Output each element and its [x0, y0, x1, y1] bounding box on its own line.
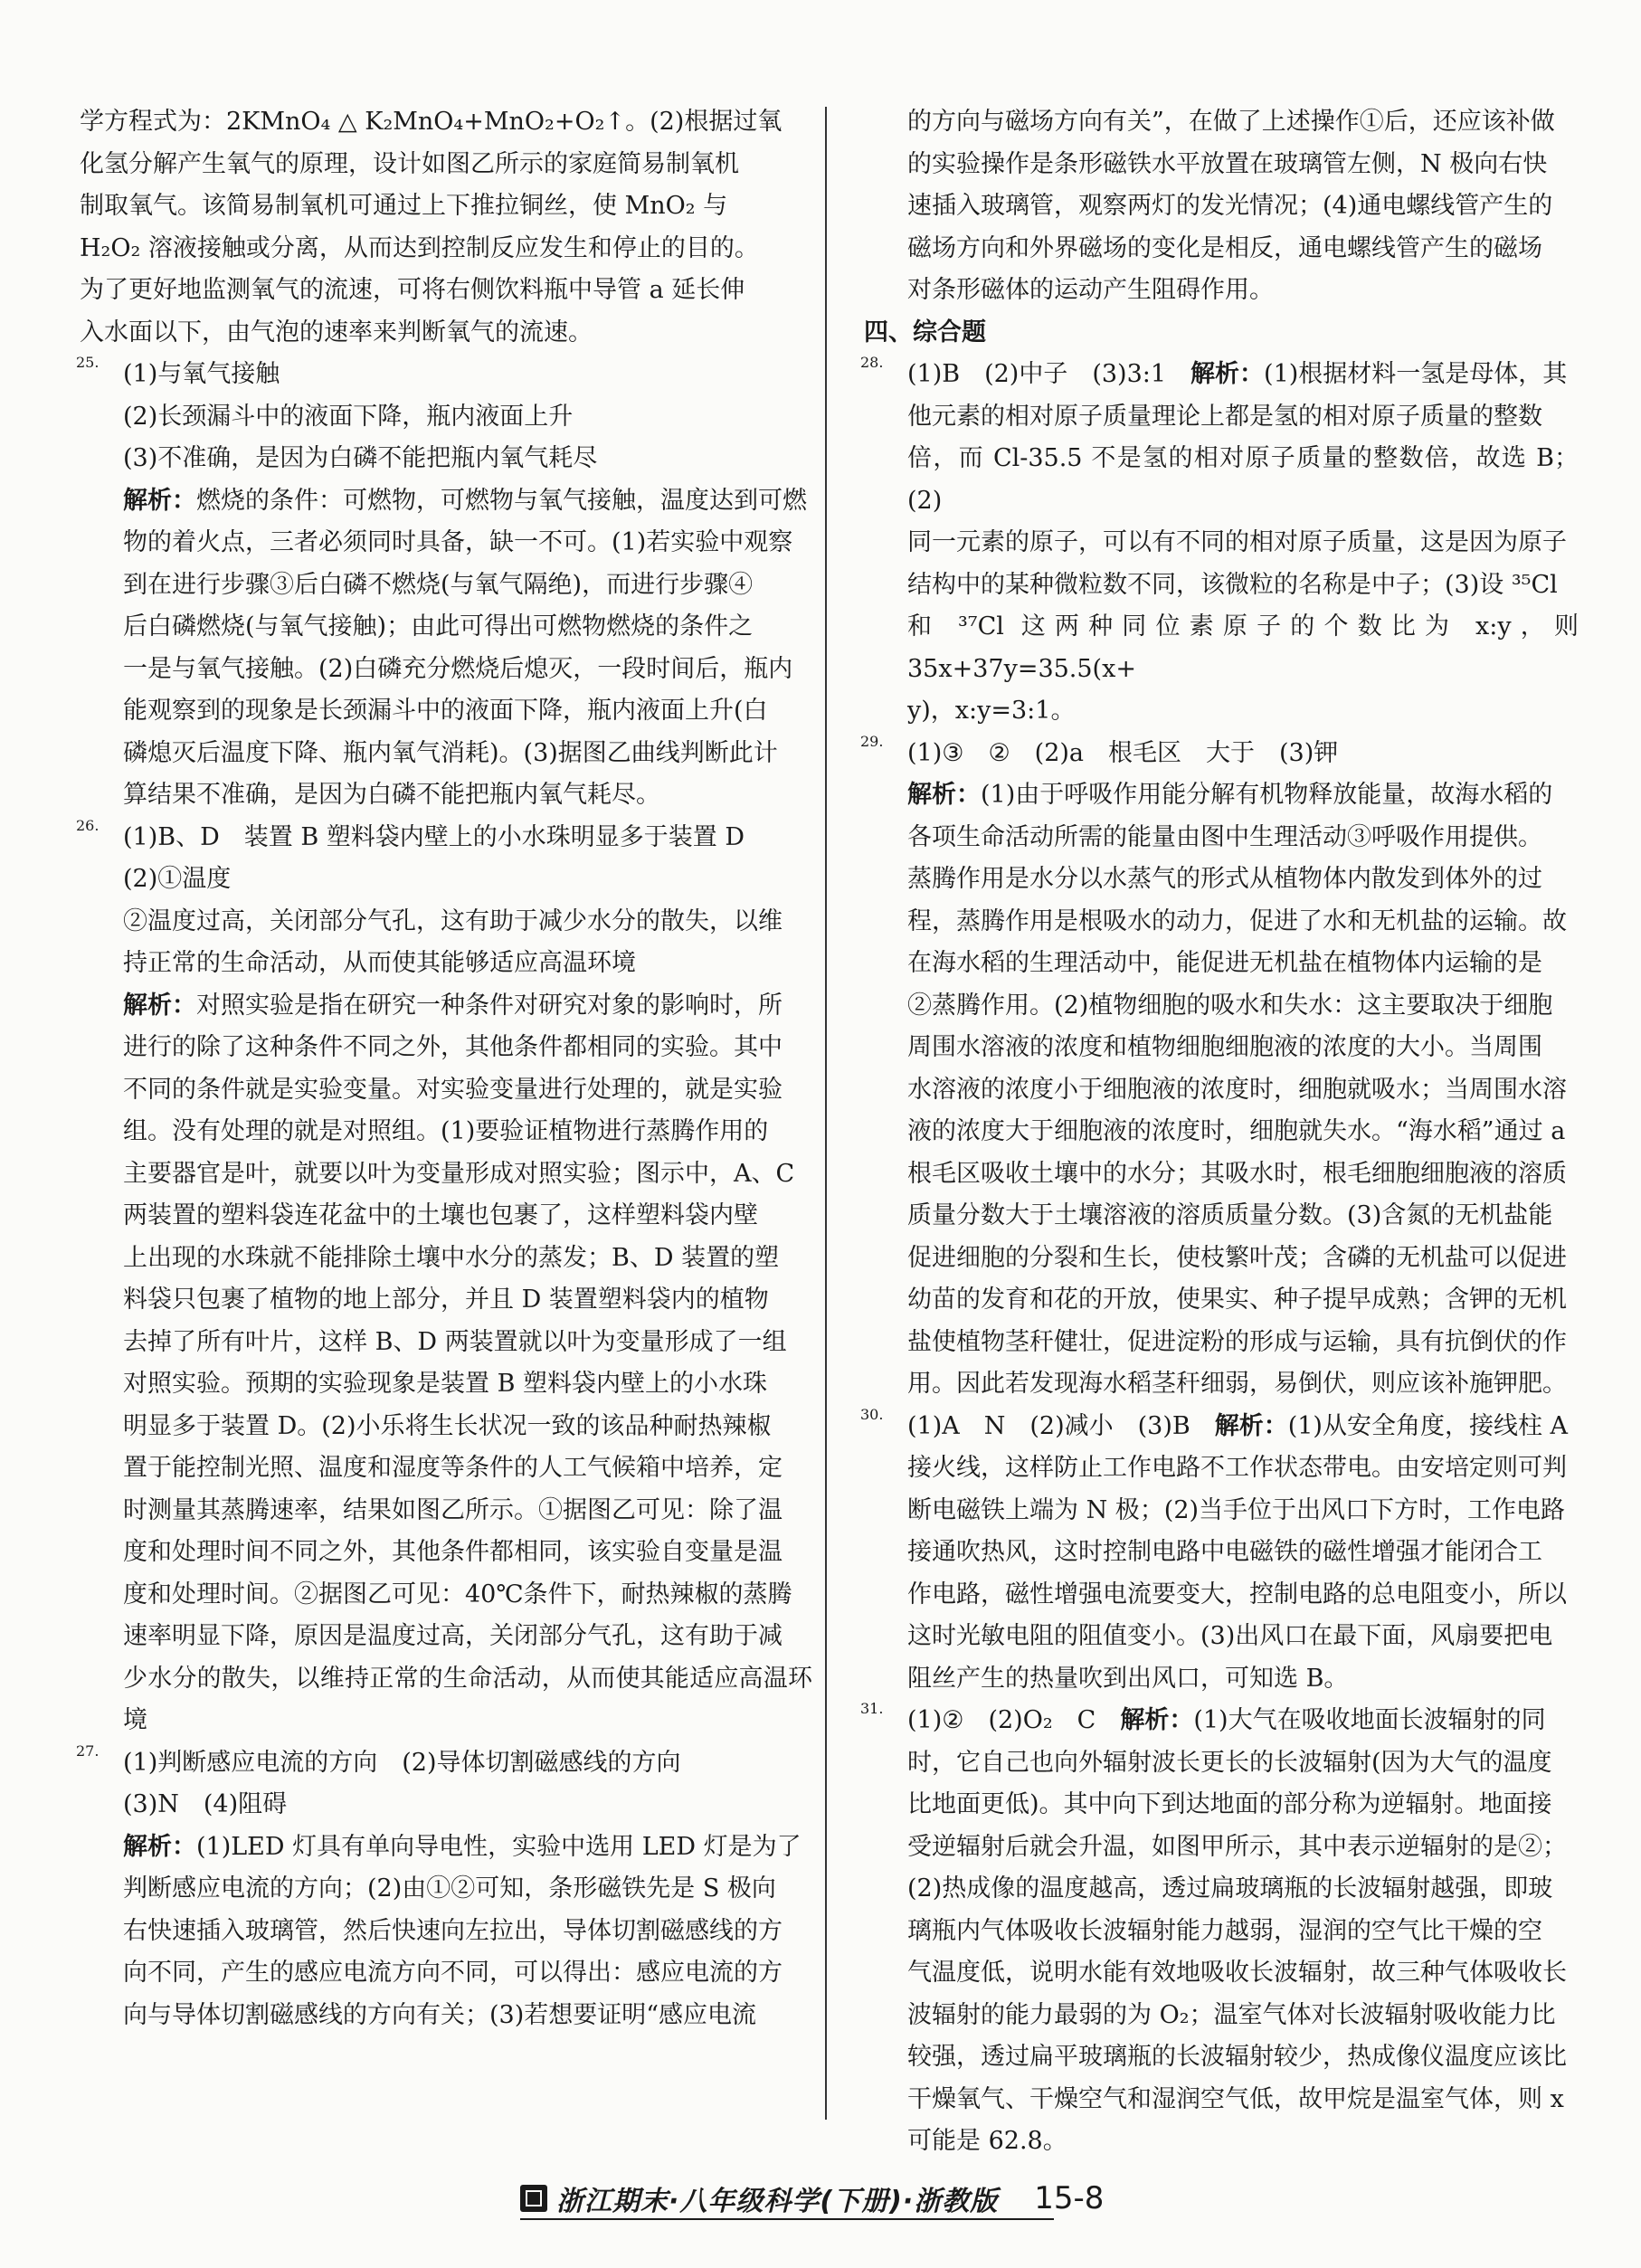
analysis-line — [80, 480, 812, 523]
analysis-text: (1)LED 灯具有单向导电性，实验中选用 LED 灯是为了 — [196, 1832, 802, 1861]
answer-text: (1)③ ② (2)a 根毛区 大于 (3)钾 — [907, 738, 1339, 767]
analysis-text: (1)根据材料一氢是母体，其 — [1264, 360, 1568, 388]
answer-line: (3)不准确，是因为白磷不能把瓶内氧气耗尽 — [123, 444, 598, 472]
analysis-line: 同一元素的原子，可以有不同的相对原子质量，这是因为原子 — [907, 528, 1567, 556]
analysis-line: 度和处理时间不同之外，其他条件都相同，该实验自变量是温 — [123, 1538, 783, 1566]
analysis-line: 蒸腾作用是水分以水蒸气的形式从植物体内散发到体外的过 — [907, 865, 1542, 893]
page-footer — [520, 2176, 1153, 2221]
answer-text: (1)② (2)O₂ C — [907, 1706, 1121, 1734]
analysis-line: 断电磁铁上端为 N 极；(2)当手位于出风口下方时，工作电路 — [907, 1495, 1566, 1524]
analysis-line: 右快速插入玻璃管，然后快速向左拉出，导体切割磁感线的方 — [123, 1916, 783, 1945]
analysis-line: 这时光敏电阻的阻值变小。(3)出风口在最下面，风扇要把电 — [907, 1622, 1553, 1650]
question-number: 31. — [860, 1700, 884, 1717]
analysis-line: 上出现的水珠就不能排除土壤中水分的蒸发；B、D 装置的塑 — [123, 1243, 780, 1272]
analysis-line: 结构中的某种微粒数不同，该微粒的名称是中子；(3)设 ³⁵Cl — [907, 570, 1558, 599]
analysis-line: y)，x:y=3:1。 — [907, 697, 1076, 725]
analysis-line: 磷熄灭后温度下降、瓶内氧气消耗)。(3)据图乙曲线判断此计 — [123, 738, 778, 767]
footer-brand: 浙江期末·八年级科学(下册)·浙教版 — [556, 2186, 999, 2217]
analysis-line: 幼苗的发育和花的开放，使果实、种子提早成熟；含钾的无机 — [907, 1286, 1567, 1314]
analysis-line: 料袋只包裹了植物的地上部分，并且 D 装置塑料袋内的植物 — [123, 1286, 769, 1314]
analysis-line: 后白磷燃烧(与氧气接触)；由此可得出可燃物燃烧的条件之 — [123, 612, 754, 641]
answer-line: 持正常的生命活动，从而使其能够适应高温环境 — [123, 949, 636, 977]
analysis-line: 在海水稻的生理活动中，能促进无机盐在植物体内运输的是 — [907, 949, 1542, 977]
question-30 — [860, 1405, 1579, 1701]
analysis-line: 倍，而 Cl-35.5 不是氢的相对原子质量的整数倍，故选 B；(2) — [907, 444, 1579, 515]
analysis-line: 促进细胞的分裂和生长，使枝繁叶茂；含磷的无机盐可以促进 — [907, 1243, 1567, 1272]
question-number: 29. — [860, 732, 884, 750]
continued-line: 对条形磁体的运动产生阻碍作用。 — [907, 276, 1274, 304]
question-number: 27. — [76, 1741, 100, 1760]
analysis-line: 阻丝产生的热量吹到出风口，可知选 B。 — [907, 1664, 1349, 1693]
analysis-line: 不同的条件就是实验变量。对实验变量进行处理的，就是实验 — [123, 1075, 783, 1104]
answer-line: (2)长颈漏斗中的液面下降，瓶内液面上升 — [123, 402, 574, 431]
analysis-line: 算结果不准确，是因为白磷不能把瓶内氧气耗尽。 — [123, 781, 660, 809]
question-number: 25. — [76, 354, 100, 371]
left-column — [76, 101, 812, 2036]
analysis-line: 速率明显下降，原因是温度过高，关闭部分气孔，这有助于减 — [123, 1622, 783, 1650]
analysis-line: 气温度低，说明水能有效地吸收长波辐射，故三种气体吸收长 — [907, 1959, 1567, 1987]
continued-line: 磁场方向和外界磁场的变化是相反，通电螺线管产生的磁场 — [907, 233, 1542, 262]
analysis-line: 作电路，磁性增强电流要变大，控制电路的总电阻变小，所以 — [907, 1580, 1567, 1608]
question-28 — [860, 354, 1579, 733]
column-divider — [825, 107, 827, 2120]
analysis-line — [80, 985, 812, 1028]
section-heading: 四、综合题 — [864, 318, 986, 346]
analysis-line: 向与导体切割磁感线的方向有关；(3)若想要证明“感应电流 — [123, 2000, 757, 2029]
question-number: 26. — [76, 816, 100, 834]
continued-line: 的实验操作是条形磁铁水平放置在玻璃管左侧，N 极向右快 — [907, 149, 1548, 178]
analysis-label: 解析： — [1214, 1411, 1288, 1440]
continued-line: 制取氧气。该简易制氧机可通过上下推拉铜丝，使 MnO₂ 与 — [80, 192, 728, 220]
analysis-line: 两装置的塑料袋连花盆中的土壤也包裹了，这样塑料袋内壁 — [123, 1201, 758, 1229]
continued-line: 入水面以下，由气泡的速率来判断氧气的流速。 — [80, 318, 593, 346]
answer-line: (3)N (4)阻碍 — [123, 1790, 288, 1818]
analysis-line — [80, 1827, 812, 1869]
answer-line — [864, 354, 1579, 396]
question-25 — [76, 354, 812, 817]
question-26 — [76, 816, 812, 1742]
analysis-line: 受逆辐射后就会升温，如图甲所示，其中表示逆辐射的是②； — [907, 1832, 1567, 1861]
question-number: 28. — [860, 354, 884, 371]
answer-text: (1)A N (2)减小 (3)B — [907, 1411, 1215, 1440]
analysis-line: 波辐射的能力最弱的为 O₂；温室气体对长波辐射吸收能力比 — [907, 2000, 1556, 2029]
analysis-line: 一是与氧气接触。(2)白磷充分燃烧后熄灭，一段时间后，瓶内 — [123, 654, 793, 683]
analysis-line: 时，它自己也向外辐射波长更长的长波辐射(因为大气的温度 — [907, 1748, 1552, 1777]
question-27 — [76, 1741, 812, 2037]
analysis-label: 解析： — [907, 781, 981, 809]
continued-line: 学方程式为：2KMnO₄ △ K₂MnO₄+MnO₂+O₂↑。(2)根据过氧 — [80, 108, 783, 136]
analysis-line: 较强，透过扁平玻璃瓶的长波辐射较少，热成像仪温度应该比 — [907, 2043, 1567, 2071]
analysis-line: 根毛区吸收土壤中的水分；其吸水时，根毛细胞细胞液的溶质 — [907, 1159, 1567, 1188]
analysis-label: 解析： — [1190, 360, 1265, 388]
answer-line: (1)与氧气接触 — [123, 360, 280, 388]
analysis-line: 对照实验。预期的实验现象是装置 B 塑料袋内壁上的小水珠 — [123, 1370, 768, 1398]
analysis-line: 可能是 62.8。 — [907, 2127, 1067, 2155]
continued-line: 为了更好地监测氧气的流速，可将右侧饮料瓶中导管 a 延长伸 — [80, 276, 745, 304]
question-29 — [860, 732, 1579, 1406]
analysis-line: 盐使植物茎秆健壮，促进淀粉的形成与运输，具有抗倒伏的作 — [907, 1327, 1567, 1356]
answer-line — [864, 733, 1579, 775]
answer-line: (1)判断感应电流的方向 (2)导体切割磁感线的方向 — [123, 1748, 681, 1777]
analysis-line: 比地面更低)。其中向下到达地面的部分称为逆辐射。地面接 — [907, 1790, 1552, 1818]
analysis-label: 解析： — [1120, 1706, 1194, 1734]
analysis-label: 解析： — [123, 486, 196, 515]
analysis-line: 物的着火点，三者必须同时具备，缺一不可。(1)若实验中观察 — [123, 528, 793, 556]
analysis-line: 少水分的散失，以维持正常的生命活动，从而使其能适应高温环境 — [123, 1664, 812, 1734]
analysis-line: 明显多于装置 D。(2)小乐将生长状况一致的该品种耐热辣椒 — [123, 1411, 772, 1440]
answer-text: (1)B (2)中子 (3)3:1 — [907, 360, 1191, 388]
analysis-line: 度和处理时间。②据图乙可见：40℃条件下，耐热辣椒的蒸腾 — [123, 1580, 792, 1608]
analysis-label: 解析： — [123, 991, 196, 1020]
question-31 — [860, 1700, 1579, 2163]
analysis-line: 接火线，这样防止工作电路不工作状态带电。由安培定则可判 — [907, 1454, 1567, 1482]
analysis-line: 各项生命活动所需的能量由图中生理活动③呼吸作用提供。 — [907, 822, 1542, 851]
analysis-text: 燃烧的条件：可燃物，可燃物与氧气接触，温度达到可燃 — [196, 486, 807, 515]
footer-rule — [520, 2218, 1054, 2220]
brand-logo-icon — [520, 2185, 547, 2212]
analysis-line: 干燥氧气、干燥空气和湿润空气低，故甲烷是温室气体，则 x — [907, 2084, 1564, 2113]
analysis-line: 判断感应电流的方向；(2)由①②可知，条形磁铁先是 S 极向 — [123, 1874, 776, 1903]
analysis-line: 和 ³⁷Cl 这两种同位素原子的个数比为 x:y，则 35x+37y=35.5(x+ — [907, 612, 1579, 683]
analysis-line: 向不同，产生的感应电流方向不同，可以得出：感应电流的方 — [123, 1959, 783, 1987]
answer-line — [864, 1700, 1579, 1742]
answer-line: ②温度过高，关闭部分气孔，这有助于减少水分的散失，以维 — [123, 906, 783, 935]
analysis-line: 主要器官是叶，就要以叶为变量形成对照实验；图示中，A、C — [123, 1159, 795, 1188]
continued-line: H₂O₂ 溶液接触或分离，从而达到控制反应发生和停止的目的。 — [80, 233, 759, 262]
analysis-line: 进行的除了这种条件不同之外，其他条件都相同的实验。其中 — [123, 1033, 783, 1061]
analysis-text: (1)由于呼吸作用能分解有机物释放能量，故海水稻的 — [981, 781, 1553, 809]
answer-line: (2)①温度 — [123, 865, 232, 893]
analysis-line: 周围水溶液的浓度和植物细胞细胞液的浓度的大小。当周围 — [907, 1033, 1542, 1061]
answer-line: (1)B、D 装置 B 塑料袋内壁上的小水珠明显多于装置 D — [123, 822, 745, 851]
answer-line — [864, 1406, 1579, 1448]
analysis-line: (2)热成像的温度越高，透过扁玻璃瓶的长波辐射越强，即玻 — [907, 1874, 1553, 1903]
analysis-text: 对照实验是指在研究一种条件对研究对象的影响时，所 — [196, 991, 783, 1020]
analysis-text: (1)大气在吸收地面长波辐射的同 — [1193, 1706, 1546, 1734]
analysis-text: (1)从安全角度，接线柱 A — [1287, 1411, 1569, 1440]
analysis-line: 接通吹热风，这时控制电路中电磁铁的磁性增强才能闭合工 — [907, 1538, 1542, 1566]
analysis-line: ②蒸腾作用。(2)植物细胞的吸水和失水：这主要取决于细胞 — [907, 991, 1553, 1020]
continued-line: 化氢分解产生氧气的原理，设计如图乙所示的家庭简易制氧机 — [80, 149, 739, 178]
analysis-line: 时测量其蒸腾速率，结果如图乙所示。①据图乙可见：除了温 — [123, 1495, 783, 1524]
analysis-line: 置于能控制光照、温度和湿度等条件的人工气候箱中培养，定 — [123, 1454, 783, 1482]
page-number: 15-8 — [1034, 2180, 1105, 2216]
analysis-line — [864, 774, 1579, 817]
analysis-line: 组。没有处理的就是对照组。(1)要验证植物进行蒸腾作用的 — [123, 1117, 769, 1145]
analysis-line: 他元素的相对原子质量理论上都是氢的相对原子质量的整数 — [907, 402, 1542, 431]
analysis-line: 到在进行步骤③后白磷不燃烧(与氧气隔绝)，而进行步骤④ — [123, 570, 754, 599]
analysis-line: 程，蒸腾作用是根吸水的动力，促进了水和无机盐的运输。故 — [907, 906, 1567, 935]
analysis-line: 璃瓶内气体吸收长波辐射能力越弱，湿润的空气比干燥的空 — [907, 1916, 1542, 1945]
analysis-line: 质量分数大于土壤溶液的溶质质量分数。(3)含氮的无机盐能 — [907, 1201, 1553, 1229]
analysis-line: 水溶液的浓度小于细胞液的浓度时，细胞就吸水；当周围水溶 — [907, 1075, 1567, 1104]
question-number: 30. — [860, 1405, 884, 1423]
continued-line: 速插入玻璃管，观察两灯的发光情况；(4)通电螺线管产生的 — [907, 192, 1553, 220]
analysis-line: 去掉了所有叶片，这样 B、D 两装置就以叶为变量形成了一组 — [123, 1327, 787, 1356]
right-column — [860, 101, 1579, 2163]
analysis-label: 解析： — [123, 1832, 196, 1861]
analysis-line: 用。因此若发现海水稻茎秆细弱，易倒伏，则应该补施钾肥。 — [907, 1370, 1567, 1398]
analysis-line: 液的浓度大于细胞液的浓度时，细胞就失水。“海水稻”通过 a — [907, 1117, 1566, 1145]
analysis-line: 能观察到的现象是长颈漏斗中的液面下降，瓶内液面上升(白 — [123, 697, 768, 725]
continued-line: 的方向与磁场方向有关”，在做了上述操作①后，还应该补做 — [907, 108, 1555, 136]
